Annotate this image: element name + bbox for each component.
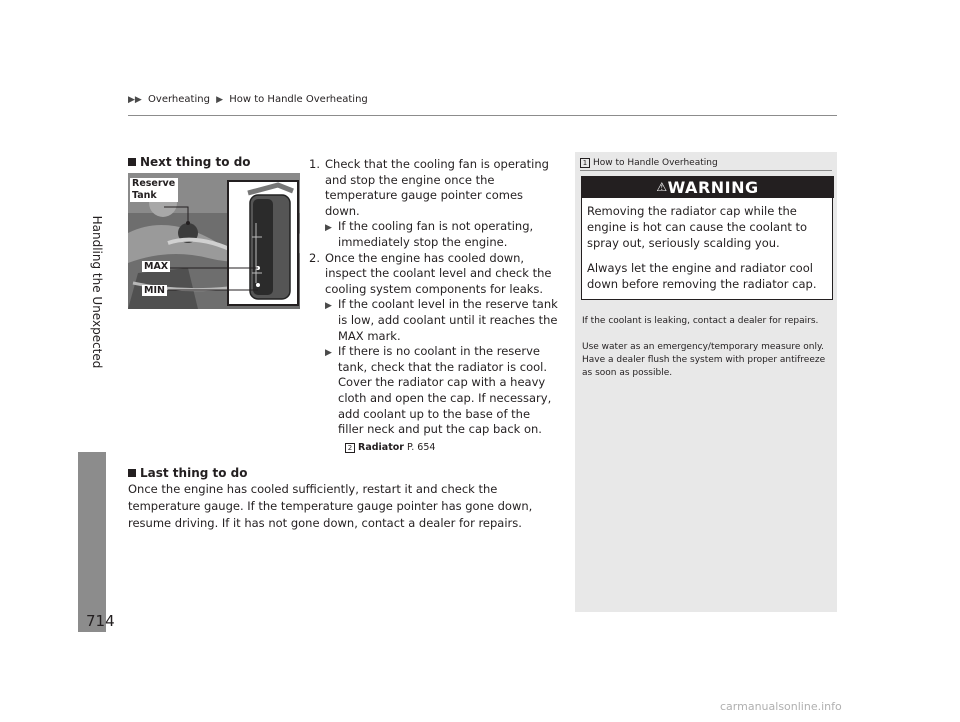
square-bullet-icon <box>128 469 136 477</box>
warning-banner: ⚠WARNING <box>581 176 834 198</box>
reserve-tank-illustration <box>128 173 300 309</box>
sidebar-heading: 1 How to Handle Overheating <box>580 157 718 168</box>
section-heading-next: Next thing to do <box>128 155 251 169</box>
step-2-sub-1: ▶ If the coolant level in the reserve tank is low, add coolant until it reaches the MAX mark. <box>325 297 558 343</box>
breadcrumb-arrow-icon: ▶ <box>216 95 224 105</box>
step-1: 1. Check that the cooling fan is operating and stop the engine once the temperature gauge pointer comes down. <box>309 157 549 218</box>
step-2-sub-2: ▶ If there is no coolant in the reserve tank, check that the radiator is cool. Cover the radiator cap with a heavy cloth and open the cap. If necessary, add coolant up to the base of the filler neck and put the cap back on. <box>325 344 552 437</box>
next-steps-list <box>309 157 559 455</box>
warning-text-2: Always let the engine and radiator cool down before removing the radiator cap. <box>587 261 817 291</box>
sidebar-heading-rule <box>580 170 832 171</box>
min-label: MIN <box>144 285 165 296</box>
header-rule <box>128 115 837 116</box>
warning-text-1: Removing the radiator cap while the engine is hot can cause the coolant to spray out, seriously scalding you. <box>587 204 808 250</box>
step-1-sub-1: ▶ If the cooling fan is not operating, immediately stop the engine. <box>325 219 534 249</box>
page-number: 714 <box>86 612 115 630</box>
step-2: 2. Once the engine has cooled down, inspect the coolant level and check the cooling system components for leaks. <box>309 250 552 296</box>
radiator-reference-link[interactable]: 2 Radiator P. 654 <box>309 440 559 456</box>
sidebar-marker-icon: 1 <box>580 158 590 168</box>
sidebar-note-2: Use water as an emergency/temporary measure only. Have a dealer flush the system with proper antifreeze as soon as possible. <box>582 342 826 378</box>
side-tab-label: Handling the Unexpected <box>90 215 104 369</box>
breadcrumb <box>128 94 371 105</box>
warning-triangle-icon: ⚠ <box>656 180 668 194</box>
watermark: carmanualsonline.info <box>720 700 842 713</box>
arrow-right-icon: ▶ <box>325 223 332 234</box>
page-reference-icon: 2 <box>345 443 355 453</box>
section-heading-last: Last thing to do <box>128 466 248 480</box>
reserve-tank-label: Reserve Tank <box>130 178 178 202</box>
sidebar-note-1: If the coolant is leaking, contact a dealer for repairs. <box>582 316 819 326</box>
arrow-right-icon: ▶ <box>325 348 332 359</box>
breadcrumb-item-overheating[interactable]: Overheating <box>148 94 210 105</box>
arrow-right-icon: ▶ <box>325 301 332 312</box>
max-label: MAX <box>144 261 169 272</box>
side-tab-marker <box>78 452 106 632</box>
last-thing-text: Once the engine has cooled sufficiently, restart it and check the temperature gauge. If the temperature gauge pointer has gone down, resume driving. If it has not gone down, contact a dealer for repairs. <box>128 482 533 530</box>
square-bullet-icon <box>128 158 136 166</box>
breadcrumb-arrow-icon: ▶▶ <box>128 95 142 105</box>
breadcrumb-item-how-to-handle[interactable]: How to Handle Overheating <box>229 94 368 105</box>
